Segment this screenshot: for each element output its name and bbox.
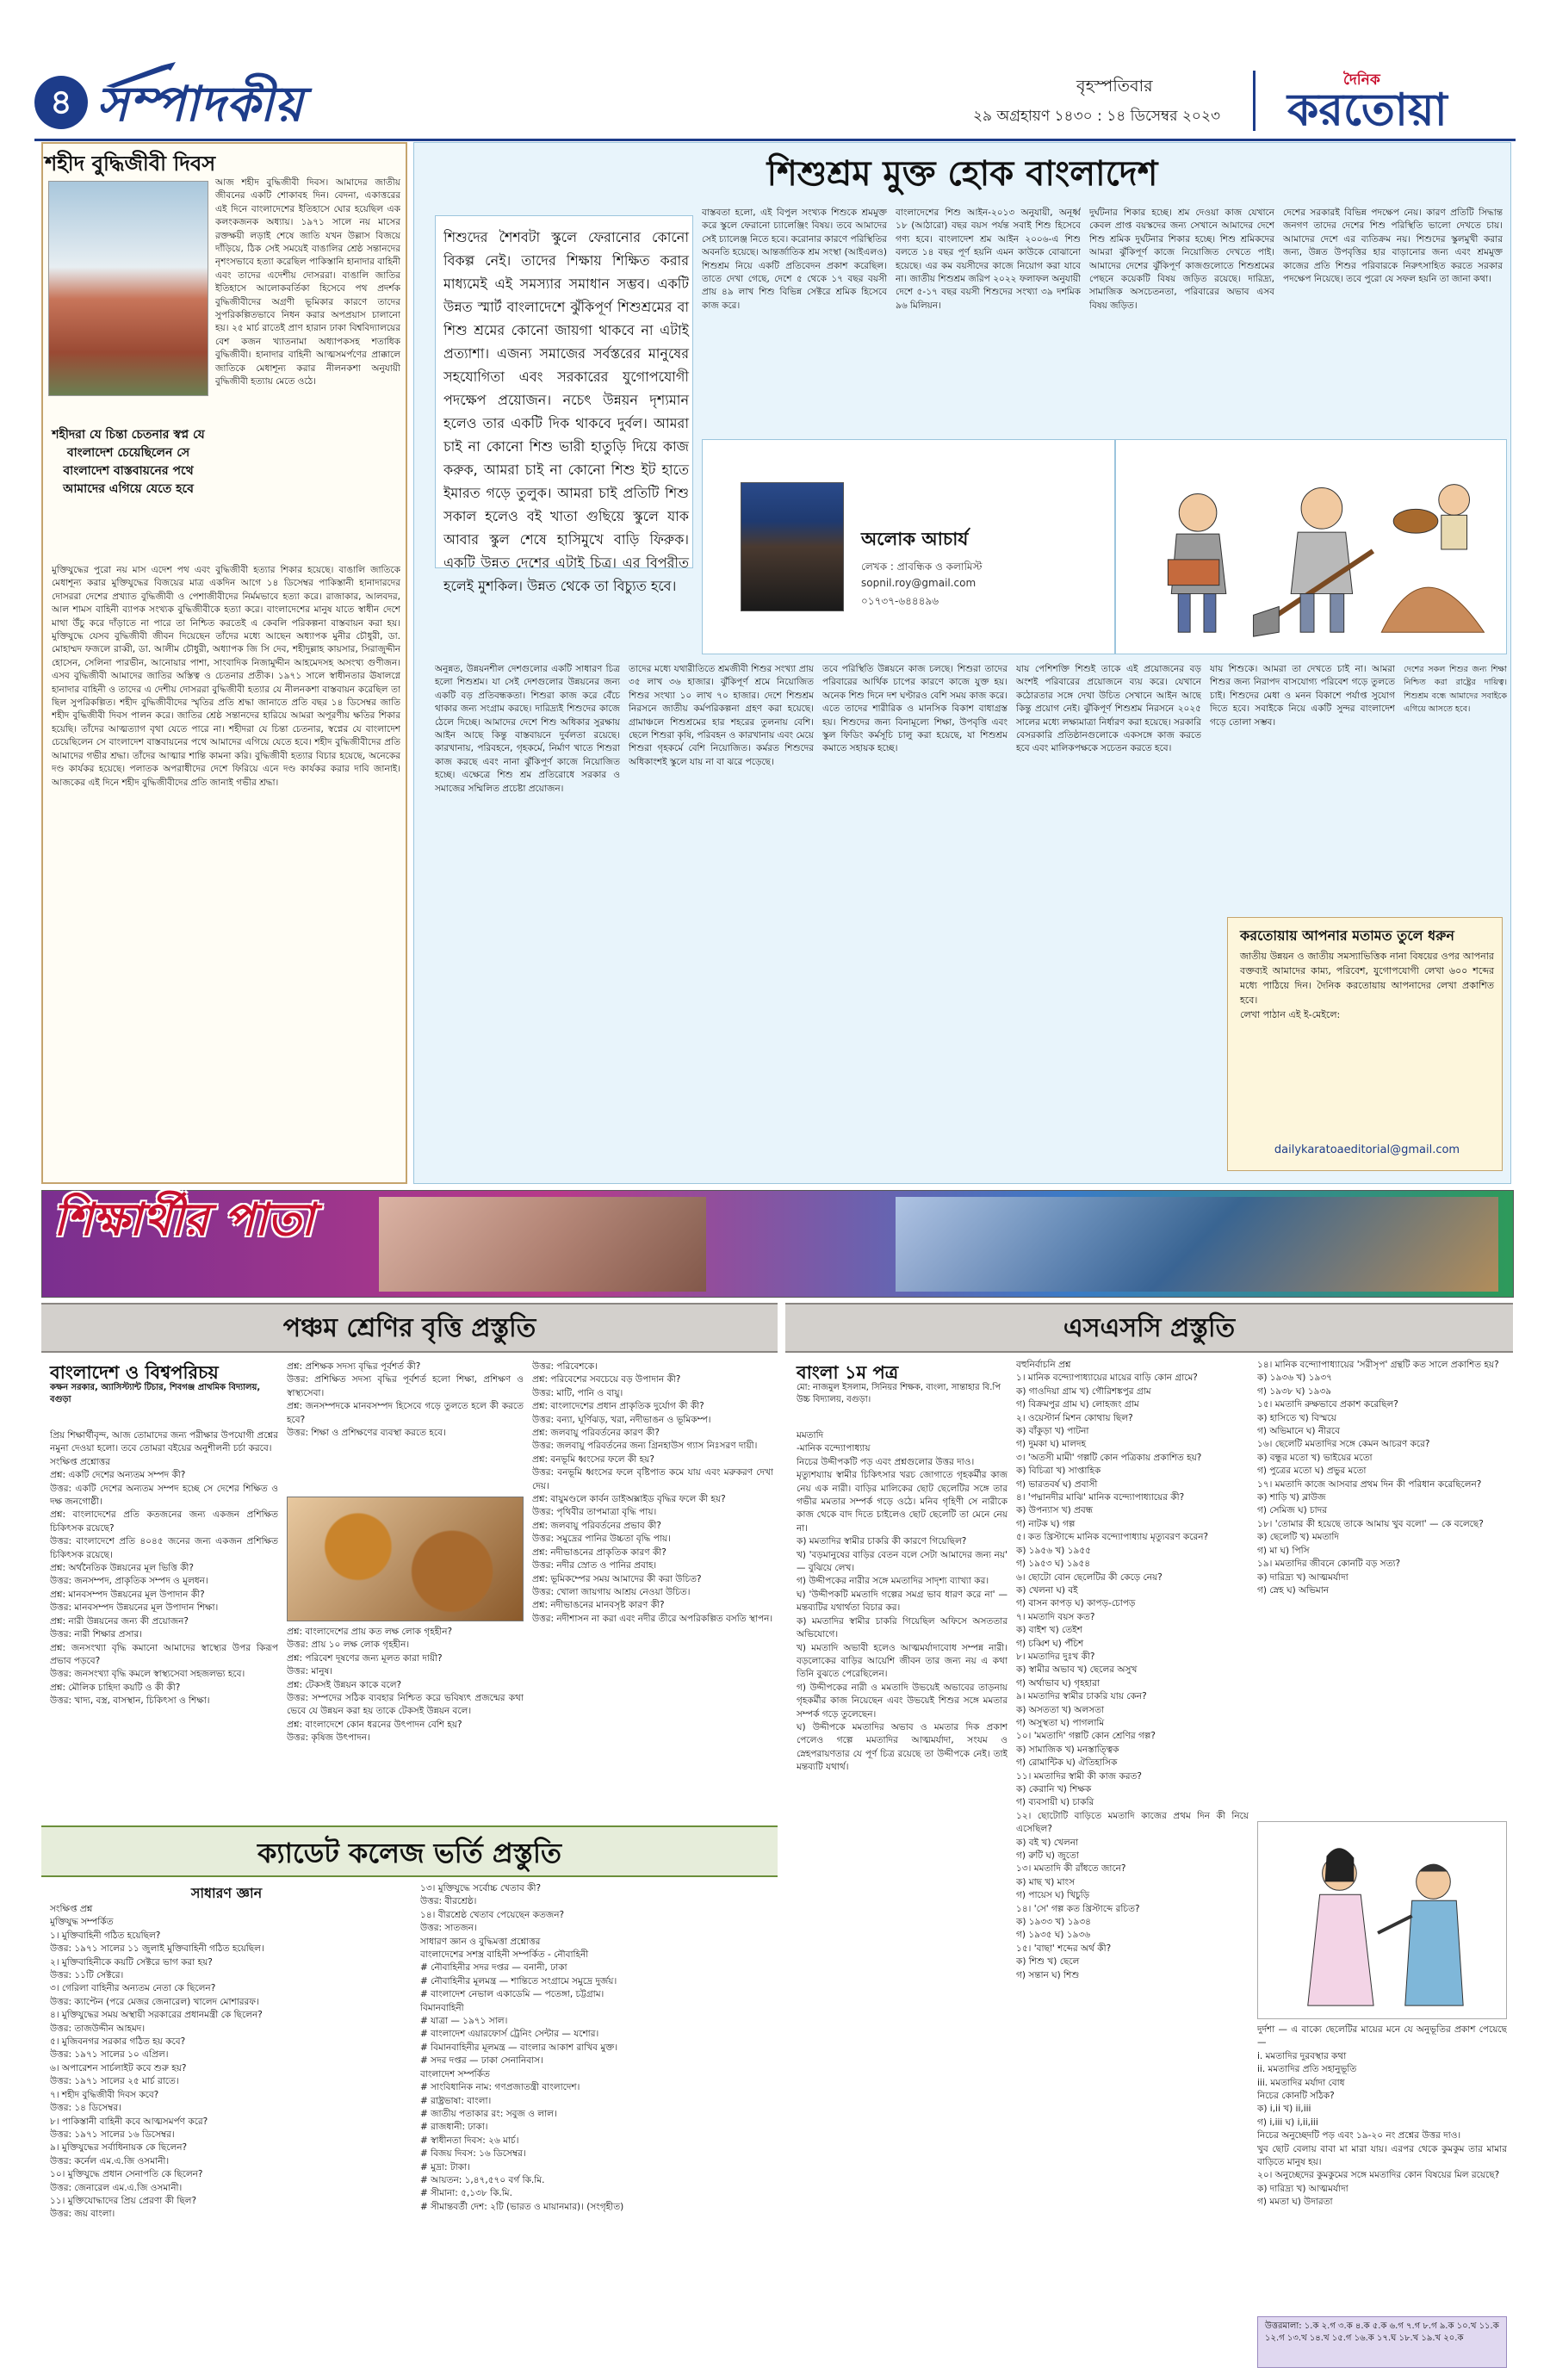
author-email[interactable]: sopnil.roy@gmail.com (861, 577, 976, 589)
dateline-day: বৃহস্পতিবার (1076, 77, 1153, 96)
student-page-title: শিক্ষার্থীর পাতা (53, 1194, 314, 1246)
ssc-title: এসএসসি প্রস্তুতি (1063, 1313, 1236, 1343)
ssc-column-3b: দুর্দশা — এ বাক্যে ছেলেটির মায়ের মনে যে অনুভূতির প্রকাশ পেয়েছে — i. মমতাদির দুরবস্থার কথা ii. মমতাদির প্রতি সহানুভূতি iii. মমতাদির মর্যাদা বোধ নিচের কোনটি সঠিক? ক) i,ii খ) ii,iii গ) i,iii ঘ) i,ii,iii নিচের অনুচ্ছেদটি পড় এবং ১৯-২০ নং প্রশ্নের উত্তর দাও। খুব ছোট বেলায় বাবা মা মারা যায়। এরপর থেকে কুমকুম তার মামার বাড়িতে মানুষ হয়। ২০। অনুচ্ছেদের কুমকুমের সঙ্গে মমতাদির কোন বিষয়ের মিল রয়েছে? ক) দারিদ্র্য খ) আত্মমর্যাদা গ) মমতা ঘ) উদারতা (1257, 2024, 1507, 2208)
opinion-heading: করতোয়ায় আপনার মতামত তুলে ধরুন (1240, 927, 1454, 944)
martyr-column-1: আজ শহীদ বুদ্ধিজীবী দিবস। আমাদের জাতীয় জীবনের একটি শোকাবহ দিন। বেদনা, একাত্তরের এই দিনে বাংলাদেশের ইতিহাসে ঘোর হয়েছিল এক কলংকজনক অধ্যায়। ১৯৭১ সালে নয় মাসের রক্তক্ষয়ী লড়াই শেষে জাতি যখন উল্লাস বিজয়ে দাঁড়িয়ে, ঠিক সেই সময়েই বাঙালির শ্রেষ্ঠ সন্তানদের নৃশংসভাবে হত্যা করেছিল পাকিস্তানি হানাদার বাহিনী এবং তাদের এদেশীয় দোসররা। বাঙালি জাতির ইতিহাসে আলোকবর্তিকা হিসেবে পথ প্রদর্শক বুদ্ধিজীবীদের অগ্রণী ভূমিকার কারণে তাদের সুপরিকল্পিতভাবে নিধন করার অপপ্রয়াস চালানো হয়। ২৫ মার্চ রাতেই প্রাণ হারান ঢাকা বিশ্ববিদ্যালয়ের বেশ কজন খ্যাতনামা অধ্যাপকসহ শতাধিক বুদ্ধিজীবী। হানাদার বাহিনী আত্মসমর্পণের প্রাক্কালে জাতিকে মেধাশূন্য করার নীলনকশা অনুযায়ী বুদ্ধিজীবী হত্যায় মেতে ওঠে। (215, 177, 400, 387)
ssc-column-1: মমতাদি -মানিক বন্দ্যোপাধ্যায় নিচের উদ্দীপকটি পড় এবং প্রশ্নগুলোর উত্তর দাও। মৃত্যুশয্যায় স্বামীর চিকিৎসার খরচ জোগাতে গৃহকর্মীর কাজ নেয় এক নারী। বাড়ির মালিকের ছোট ছেলেটির সঙ্গে তার গভীর মমতার সম্পর্ক গড়ে ওঠে। মনিব গৃহিণী সে নারীকে কাজ থেকে বাদ দিতে চাইলেও ছোট ছেলেটি তা মেনে নেয় না। ক) মমতাদির স্বামীর চাকরি কী কারণে গিয়েছিল? খ) 'বড়মানুষের বাড়ির বেতন বলে সেটা আমাদের জন্য নয়' — বুঝিয়ে লেখ। গ) উদ্দীপকের নারীর সঙ্গে মমতাদির সাদৃশ্য ব্যাখ্যা কর। ঘ) 'উদ্দীপকটি মমতাদি গল্পের সমগ্র ভাব ধারণ করে না' — মন্তব্যটির যথার্থতা বিচার কর। ক) মমতাদির স্বামীর চাকরি গিয়েছিল অফিসে অসততার অভিযোগে। খ) মমতাদি অভাবী হলেও আত্মমর্যাদাবোধ সম্পন্ন নারী। বড়লোকের বাড়ির আয়েশি জীবন তার জন্য নয় এ কথা তিনি বুঝতে পেরেছিলেন। গ) উদ্দীপকের নারী ও মমতাদি উভয়েই অভাবের তাড়নায় গৃহকর্মীর কাজ নিয়েছেন এবং উভয়েই শিশুর সঙ্গে মমতার সম্পর্ক গড়ে তুলেছেন। ঘ) উদ্দীপকে মমতাদির অভাব ও মমতার দিক প্রকাশ পেলেও গল্পে মমতাদির আত্মমর্যাদা, সংযম ও স্নেহপরায়ণতার যে পূর্ণ চিত্র রয়েছে তা উদ্দীপকে নেই। তাই মন্তব্যটি যথার্থ। (797, 1430, 1008, 1773)
dateline-date: ২৯ অগ্রহায়ণ ১৪৩০ : ১৪ ডিসেম্বর ২০২৩ (973, 108, 1221, 125)
grade5-column-1: প্রিয় শিক্ষার্থীবৃন্দ, আজ তোমাদের জন্য পরীক্ষার উপযোগী প্রশ্নের নমুনা দেওয়া হলো। তবে তোমরা বইয়ের অনুশীলনী চর্চা করবে। সংক্ষিপ্ত প্রশ্নোত্তর প্রশ্ন: একটি দেশের অন্যতম সম্পদ কী? উত্তর: একটি দেশের অন্যতম সম্পদ হচ্ছে সে দেশের শিক্ষিত ও দক্ষ জনগোষ্ঠী। প্রশ্ন: বাংলাদেশের প্রতি কতজনের জন্য একজন প্রশিক্ষিত চিকিৎসক রয়েছে? উত্তর: বাংলাদেশে প্রতি ৪০৪৫ জনের জন্য একজন প্রশিক্ষিত চিকিৎসক রয়েছে। প্রশ্ন: অর্থনৈতিক উন্নয়নের মূল ভিত্তি কী? উত্তর: জনসম্পদ, প্রাকৃতিক সম্পদ ও মূলধন। প্রশ্ন: মানবসম্পদ উন্নয়নের মূল উপাদান কী? উত্তর: মানবসম্পদ উন্নয়নের মূল উপাদান শিক্ষা। প্রশ্ন: নারী উন্নয়নের জন্য কী প্রয়োজন? উত্তর: নারী শিক্ষার প্রসার। প্রশ্ন: জনসংখ্যা বৃদ্ধি কমানো আমাদের স্বাস্থ্যের উপর কিরূপ প্রভাব পড়বে? উত্তর: জনসংখ্যা বৃদ্ধি কমলে স্বাস্থ্যসেবা সহজলভ্য হবে। প্রশ্ন: মৌলিক চাহিদা কয়টি ও কী কী? উত্তর: খাদ্য, বস্ত্র, বাসস্থান, চিকিৎসা ও শিক্ষা। (50, 1430, 278, 1707)
martyr-column-2: মুক্তিযুদ্ধের পুরো নয় মাস এদেশ পথ এবং বুদ্ধিজীবী হত্যার শিকার হয়েছে। বাঙালি জাতিকে মেধাশূন্য করার মুক্তিযুদ্ধের বিজয়ের মাত্র একদিন আগে ১৪ ডিসেম্বর পাকিস্তানী হানাদারদের দোসররা দেশের প্রখ্যাত বুদ্ধিজীবী ও পেশাজীবীদের নির্মমভাবে হত্যা করে। রাজাকার, আলবদর, আল শামস বাহিনী ব্যাপক সংখ্যক বুদ্ধিজীবীকে হত্যা করে। বাংলাদেশের মানুষ যাতে স্বাধীন দেশে মাথা উঁচু করে দাঁড়াতে না পারে তা নিশ্চিত করতেই এ কেবলি পরিকল্পনা বাস্তবায়ন করা হয়। মুক্তিযুদ্ধে যেসব বুদ্ধিজীবী জীবন দিয়েছেন তাঁদের মধ্যে আছেন অধ্যাপক মুনীর চৌধুরী, ডা. মোহাম্মদ ফজলে রাব্বী, ডা. আলীম চৌধুরী, অধ্যাপক জি সি দেব, শহীদুল্লাহ কায়সার, সিরাজুদ্দীন হোসেন, সেলিনা পারভীন, আনোয়ার পাশা, সাংবাদিক নিজামুদ্দীন আহমেদসহ অসংখ্য গুণীজন। এসব বুদ্ধিজীবী আমাদের জাতির অস্তিত্ব ও চেতনার প্রতীক। ১৯৭১ সালে স্বাধীনতার ঊষালগ্নে হানাদার বাহিনী ও তাদের এ দেশীয় দোসররা বুদ্ধিজীবী হত্যার যে নীলনকশা বাস্তবায়ন করেছিল তা ছিল সুপরিকল্পিত। শহীদ বুদ্ধিজীবীদের স্মৃতির প্রতি শ্রদ্ধা জানাতে প্রতি বছর ১৪ ডিসেম্বর জাতি শহীদ বুদ্ধিজীবী দিবস পালন করে। জাতির শ্রেষ্ঠ সন্তানদের হারিয়ে আমরা অপূরণীয় ক্ষতির শিকার হয়েছি। তাঁদের আত্মত্যাগ বৃথা যেতে পারে না। শহীদরা যে চিন্তা চেতনার, স্বপ্নের যে বাংলাদেশ চেয়েছিলেন সে বাংলাদেশ বাস্তবায়নের পথে আমাদের এগিয়ে যেতে হবে। শহীদ বুদ্ধিজীবীদের প্রতি আমাদের গভীর শ্রদ্ধা। তাঁদের আত্মার শান্তি কামনা করি। বুদ্ধিজীবী হত্যার বিচার হয়েছে, অনেকের দণ্ড কার্যকর হয়েছে। পলাতক অপরাধীদের দেশে ফিরিয়ে এনে দণ্ড কার্যকর করার দাবি জানাই। আজকের এই দিনে শহীদ বুদ্ধিজীবীদের প্রতি জানাই গভীর শ্রদ্ধা। (52, 565, 400, 788)
memorial-image (48, 181, 208, 396)
ssc-column-2: বহুনির্বাচনি প্রশ্ন ১। মানিক বন্দ্যোপাধ্যায়ের মায়ের বাড়ি কোন গ্রামে? ক) গাওদিয়া গ্রাম খ) গৌরিশঙ্কপুর গ্রাম গ) বিক্রমপুর গ্রাম ঘ) লোহজং গ্রাম ২। ওয়েস্টার্ন মিশন কোথায় ছিল? ক) বাঁকুড়া খ) পাটনা গ) দুমকা ঘ) মালদহ ৩। 'অতসী মামী' গল্পটি কোন পত্রিকায় প্রকাশিত হয়? ক) বিচিত্রা খ) সাপ্তাহিক গ) ভারতবর্ষ ঘ) প্রবাসী ৪। 'পদ্মানদীর মাঝি' মানিক বন্দ্যোপাধ্যায়ের কী? ক) উপন্যাস খ) প্রবন্ধ গ) নাটক ঘ) গল্প ৫। কত খ্রিস্টাব্দে মানিক বন্দ্যোপাধ্যায় মৃত্যুবরণ করেন? ক) ১৯৫৬ খ) ১৯৫৫ গ) ১৯৫৩ ঘ) ১৯৫৪ ৬। ছোটো বোন ছেলেটির কী কেড়ে নেয়? ক) খেলনা ঘ) বই গ) বাসন কাপড় ঘ) কাপড়-চোপড় ৭। মমতাদি বয়স কত? ক) বাইশ খ) তেইশ গ) চব্বিশ ঘ) পঁচিশ ৮। মমতাদির দুঃখ কী? ক) স্বামীর অভাব খ) ছেলের অসুখ গ) অর্থাভাব ঘ) গৃহহারা ৯। মমতাদির স্বামীর চাকরি যায় কেন? ক) অসততা খ) অলসতা গ) অসুস্থতা ঘ) পাগলামি ১০। 'মমতাদি' গল্পটি কোন শ্রেণির গল্প? ক) সামাজিক খ) মনস্তাত্ত্বিক গ) রোমান্টিক ঘ) ঐতিহাসিক ১১। মমতাদির স্বামী কী কাজ করত? ক) কেরানি খ) শিক্ষক গ) ব্যবসায়ী ঘ) চাকরি ১২। ছোটোটি বাড়িতে মমতাদি কাজের প্রথম দিন কী নিয়ে এসেছিল? ক) বই খ) খেলনা গ) রুটি ঘ) জুতো ১৩। মমতাদি কী রাঁধতে জানে? ক) মাছ খ) মাংস গ) পায়েস ঘ) খিচুড়ি ১৪। 'সে' গল্প কত খ্রিস্টাব্দে রচিত? ক) ১৯৩৩ খ) ১৯৩৪ গ) ১৯৩৫ ঘ) ১৯৩৬ ১৫। 'বাছা' শব্দের অর্থ কী? ক) শিশু খ) ছেলে গ) সন্তান ঘ) শিশু (1016, 1360, 1249, 1980)
cadet-column-2: ১৩। মুক্তিযুদ্ধে সর্বোচ্চ খেতাব কী? উত্তর: বীরশ্রেষ্ঠ। ১৪। বীরশ্রেষ্ঠ খেতাব পেয়েছেন কতজন? উত্তর: সাতজন। সাধারণ জ্ঞান ও বুদ্ধিমত্তা প্রশ্নোত্তর বাংলাদেশের সশস্ত্র বাহিনী সম্পর্কিত - নৌবাহিনী # নৌবাহিনীর সদর দপ্তর — বনানী, ঢাকা # নৌবাহিনীর মূলমন্ত্র — শান্তিতে সংগ্রামে সমুদ্রে দুর্জয়। # বাংলাদেশ নেভাল একাডেমি — পতেঙ্গা, চট্টগ্রাম। বিমানবাহিনী # যাত্রা — ১৯৭১ সাল। # বাংলাদেশ এয়ারফোর্স ট্রেনিং সেন্টার — যশোর। # বিমানবাহিনীর মূলমন্ত্র — বাংলার আকাশ রাখিব মুক্ত। # সদর দপ্তর — ঢাকা সেনানিবাস। বাংলাদেশ সম্পর্কিত # সাংবিধানিক নাম: গণপ্রজাতন্ত্রী বাংলাদেশ। # রাষ্ট্রভাষা: বাংলা। # জাতীয় পতাকার রং: সবুজ ও লাল। # রাজধানী: ঢাকা। # স্বাধীনতা দিবস: ২৬ মার্চ। # বিজয় দিবস: ১৬ ডিসেম্বর। # মুদ্রা: টাকা। # আয়তন: ১,৪৭,৫৭০ বর্গ কি.মি. # সীমানা: ৫,১৩৮ কি.মি. # সীমান্তবর্তী দেশ: ২টি (ভারত ও মায়ানমার)। (সংগৃহীত) (420, 1883, 624, 2212)
pull-quote: শহীদরা যে চিন্তা চেতনার স্বপ্ন যে বাংলাদেশ চেয়েছিলেন সে বাংলাদেশ বাস্তবায়নের পথে আমাদের এগিয়ে যেতে হবে (52, 428, 205, 496)
martyr-heading: শহীদ বুদ্ধিজীবী দিবস (45, 152, 216, 176)
article-column-1: বাস্তবতা হলো, এই বিপুল সংখ্যক শিশুকে শ্রমমুক্ত করে স্কুলে ফেরানো চ্যালেঞ্জিং বিষয়। তবে আমাদের সেই চ্যালেঞ্জ নিতে হবে। করোনার কারণে পরিস্থিতির অবনতি হয়েছে। আন্তর্জাতিক শ্রম সংস্থা (আইএলও) শিশুশ্রম নিয়ে একটি প্রতিবেদন প্রকাশ করেছিল। তাতে দেখা গেছে, দেশে ৫ থেকে ১৭ বছর বয়সী প্রায় ৪৯ লাখ শিশু বিভিন্ন সেক্টরে শ্রমিক হিসেবে কাজ করে। (702, 208, 887, 311)
article-column-8: যায় পেশিশক্তি শিশুই তাকে এই প্রয়োজনের বড় অংশই পরিবারের প্রয়োজনে ব্যয় করে। যেখানে কঠোরতার সঙ্গে দেখা উচিত সেখানে আইন আছে কিন্তু প্রয়োগ নেই। ঝুঁকিপূর্ণ শিশুশ্রম নিরসনে ২০২৫ সালের মধ্যে লক্ষ্যমাত্রা নির্ধারণ করা হয়েছে। সরকারি বেসরকারি প্রতিষ্ঠানগুলোকে একসঙ্গে কাজ করতে হবে এবং মালিকপক্ষকে সচেতন করতে হবে। (1016, 664, 1201, 754)
article-column-9: যায় শিশুকে। আমরা তা দেখতে চাই না। আমরা শিশুর জন্য নিরাপদ বাসযোগ্য পরিবেশ গড়ে তুলতে চাই। শিশুদের মেধা ও মনন বিকাশে পর্যাপ্ত সুযোগ দিতে হবে। সবাইকে নিয়ে একটি সুন্দর বাংলাদেশ গড়ে তোলা সম্ভব। (1210, 664, 1395, 728)
author-role: লেখক : প্রাবন্ধিক ও কলামিস্ট (861, 561, 983, 573)
author-phone: ০১৭৩৭-৬৪৪৪৯৬ (861, 595, 939, 607)
grade5-subject: বাংলাদেশ ও বিশ্বপরিচয় (50, 1362, 219, 1383)
cadet-column-1: সংক্ষিপ্ত প্রশ্ন মুক্তিযুদ্ধ সম্পর্কিত ১। মুক্তিবাহিনী গঠিত হয়েছিল? উত্তর: ১৯৭১ সালের ১১ জুলাই মুক্তিবাহিনী গঠিত হয়েছিল। ২। মুক্তিবাহিনীকে কয়টি সেক্টরে ভাগ করা হয়? উত্তর: ১১টি সেক্টরে। ৩। গেরিলা বাহিনীর অন্যতম নেতা কে ছিলেন? উত্তর: ক্যাপ্টেন (পরে মেজর জেনারেল) খালেদ মোশাররফ। ৪। মুক্তিযুদ্ধের সময় অস্থায়ী সরকারের প্রধানমন্ত্রী কে ছিলেন? উত্তর: তাজউদ্দীন আহমদ। ৫। মুজিবনগর সরকার গঠিত হয় কবে? উত্তর: ১৯৭১ সালের ১০ এপ্রিল। ৬। অপারেশন সার্চলাইট কবে শুরু হয়? উত্তর: ১৯৭১ সালের ২৫ মার্চ রাতে। ৭। শহীদ বুদ্ধিজীবী দিবস কবে? উত্তর: ১৪ ডিসেম্বর। ৮। পাকিস্তানী বাহিনী কবে আত্মসমর্পণ করে? উত্তর: ১৯৭১ সালের ১৬ ডিসেম্বর। ৯। মুক্তিযুদ্ধের সর্বাধিনায়ক কে ছিলেন? উত্তর: কর্নেল এম.এ.জি ওসমানী। ১০। মুক্তিযুদ্ধে প্রধান সেনাপতি কে ছিলেন? উত্তর: জেনারেল এম.এ.জি ওসমানী। ১১। মুক্তিযোদ্ধাদের প্রিয় প্রেরণা কী ছিল? উত্তর: জয় বাংলা। (50, 1904, 264, 2220)
student-photo-left (379, 1197, 706, 1292)
ssc-byline: মো: নাজমুল ইসলাম, সিনিয়র শিক্ষক, বাংলা, সান্তাহার বি.পি উচ্চ বিদ্যালয়, বগুড়া। (797, 1383, 1001, 1404)
article-column-7: তবে পরিস্থিতি উন্নয়নে কাজ চলছে। শিশুরা তাদের পরিবারের আর্থিক চাপের কারণে কাজে যুক্ত হয়। অনেক শিশু দিনে দশ ঘণ্টারও বেশি সময় কাজ করে। এতে তাদের শারীরিক ও মানসিক বিকাশ বাধাগ্রস্ত হয়। শিশুদের জন্য বিনামূল্যে শিক্ষা, উপবৃত্তি এবং স্কুল ফিডিং কর্মসূচি চালু করা হয়েছে, যা শিশুশ্রম কমাতে সহায়ক হচ্ছে। (822, 664, 1008, 754)
ssc-column-3: ১৪। মানিক বন্দ্যোপাধ্যায়ের 'সরীসৃপ' গ্রন্থটি কত সালে প্রকাশিত হয়? ক) ১৯৩৬ খ) ১৯৩৭ গ) ১৯৩৮ ঘ) ১৯৩৯ ১৫। মমতাদি রুক্ষভাবে প্রকাশ করেছিল? ক) হাসিতে খ) বিস্ময়ে গ) অভিমানে ঘ) নীরবে ১৬। ছেলেটি মমতাদির সঙ্গে কেমন আচরণ করে? ক) বন্ধুর মতো খ) ভাইয়ের মতো গ) পুত্রের মতো ঘ) প্রভুর মতো ১৭। মমতাদি কাজে আসবার প্রথম দিন কী পরিধান করেছিলেন? ক) শাড়ি খ) ব্লাউজ গ) সেমিজ ঘ) চাদর ১৮। 'তোমার কী হয়েছে তাকে আমায় খুব বলো' — কে বলেছে? ক) ছেলেটি খ) মমতাদি গ) মা ঘ) পিসি ১৯। মমতাদির জীবনে কোনটি বড় সত্য? ক) দারিদ্র্য খ) আত্মমর্যাদা গ) স্নেহ ঘ) অভিমান (1257, 1360, 1499, 1596)
cadet-subject: সাধারণ জ্ঞান (190, 1885, 263, 1901)
grade5-column-3: উত্তর: পরিবেশকে। প্রশ্ন: পরিবেশের সবচেয়ে বড় উপাদান কী? উত্তর: মাটি, পানি ও বায়ু। প্রশ্ন: বাংলাদেশের প্রধান প্রাকৃতিক দুর্যোগ কী কী? উত্তর: বন্যা, ঘূর্ণিঝড়, খরা, নদীভাঙন ও ভূমিকম্প। প্রশ্ন: জলবায়ু পরিবর্তনের কারণ কী? উত্তর: জলবায়ু পরিবর্তনের জন্য গ্রিনহাউস গ্যাস নিঃসরণ দায়ী। প্রশ্ন: বনভূমি ধ্বংসের ফলে কী হয়? উত্তর: বনভূমি ধ্বংসের ফলে বৃষ্টিপাত কমে যায় এবং মরুকরণ দেখা দেয়। প্রশ্ন: বায়ুমণ্ডলে কার্বন ডাইঅক্সাইড বৃদ্ধির ফলে কী হয়? উত্তর: পৃথিবীর তাপমাত্রা বৃদ্ধি পায়। প্রশ্ন: জলবায়ু পরিবর্তনের প্রভাব কী? উত্তর: সমুদ্রের পানির উচ্চতা বৃদ্ধি পায়। প্রশ্ন: নদীভাঙনের প্রাকৃতিক কারণ কী? উত্তর: নদীর স্রোত ও পানির প্রবাহ। প্রশ্ন: ভূমিকম্পের সময় আমাদের কী করা উচিত? উত্তর: খোলা জায়গায় আশ্রয় নেওয়া উচিত। প্রশ্ন: নদীভাঙনের মানবসৃষ্ট কারণ কী? উত্তর: নদীশাসন না করা এবং নদীর তীরে অপরিকল্পিত বসতি স্থাপন। (532, 1361, 773, 1624)
article-column-4: দেশের সরকারই বিভিন্ন পদক্ষেপ নেয়। কারণ প্রতিটি সিদ্ধান্ত জনগণ তাদের দেশের শিশু পরিস্থিতি ভালো দেখতে চায়। আমাদের দেশে এর ব্যতিক্রম নয়। শিশুদের স্কুলমুখী করার জন্য, উন্নত উপবৃত্তির হার বাড়ানোর জন্য এবং শ্রমমুক্ত কাজের প্রতি শিশুর পরিবারকে নিরুৎসাহিত করতে সরকার পদক্ষেপ নিয়েছে। তবে পুরো যে সফল হয়নি তা জানা কথা। (1283, 208, 1503, 285)
article-column-6: তাদের মধ্যে যথারীতিতে শ্রমজীবী শিশুর সংখ্যা প্রায় ৩৫ লাখ ৩৬ হাজার। ঝুঁকিপূর্ণ শ্রমে নিয়োজিত শিশুর সংখ্যা ১০ লাখ ৭০ হাজার। দেশে শিশুশ্রম নিরসনে জাতীয় কর্মপরিকল্পনা গ্রহণ করা হয়েছে। গ্রামাঞ্চলে শিশুশ্রমের হার শহরের তুলনায় বেশি। ছেলে শিশুরা কৃষি, পরিবহন ও কারখানায় এবং মেয়ে শিশুরা গৃহকর্মে বেশি নিয়োজিত। কর্মরত শিশুদের অধিকাংশই স্কুলে যায় না বা ঝরে পড়েছে। (629, 664, 814, 767)
article-column-10: দেশের সকল শিশুর জন্য শিক্ষা নিশ্চিত করা রাষ্ট্রের দায়িত্ব। শিশুশ্রম বন্ধে আমাদের সবাইকে এগিয়ে আসতে হবে। (1404, 665, 1507, 715)
page-number: ৪ (34, 76, 88, 129)
grade5-column-2b: প্রশ্ন: বাংলাদেশের প্রায় কত লক্ষ লোক গৃহহীন? উত্তর: প্রায় ১০ লক্ষ লোক গৃহহীন। প্রশ্ন: পরিবেশ দূষণের জন্য মূলত কারা দায়ী? উত্তর: মানুষ। প্রশ্ন: টেকসই উন্নয়ন কাকে বলে? উত্তর: সম্পদের সঠিক ব্যবহার নিশ্চিত করে ভবিষ্যৎ প্রজন্মের কথা ভেবে যে উন্নয়ন করা হয় তাকে টেকসই উন্নয়ন বলে। প্রশ্ন: বাংলাদেশে কোন ধরনের উৎপাদন বেশি হয়? উত্তর: কৃষিজ উৎপাদন। (287, 1627, 524, 1744)
lead-text: শিশুদের শৈশবটা স্কুলে ফেরানোর কোনো বিকল্প নেই। তাদের শিক্ষায় শিক্ষিত করার মাধ্যমেই এই সমস্যার সমাধান সম্ভব। একটি উন্নত স্মার্ট বাংলাদেশে ঝুঁকিপূর্ণ শিশুশ্রমের বা শিশু শ্রমের কোনো জায়গা থাকবে না এটাই প্রত্যাশা। এজন্য সমাজের সর্বস্তরের মানুষের সহযোগিতা এবং সরকারের যুগোপযোগী পদক্ষেপ প্রয়োজন। নচেৎ উন্নয়ন দৃশ্যমান হলেও তার একটি দিক থাকবে দুর্বল। আমরা চাই না কোনো শিশু ভারী হাতুড়ি দিয়ে কাজ করুক, আমরা চাই না কোনো শিশু ইট হাতে ইমারত গড়ে তুলুক। আমরা চাই প্রতিটি শিশু সকাল হলেও বই খাতা গুছিয়ে স্কুলে যাক আবার স্কুল শেষে হাসিমুখে বাড়ি ফিরুক। একটি উন্নত দেশের এটাই চিত্র। এর বিপরীত হলেই মুশকিল। উন্নত থেকে তা বিচ্যুত হবে। (443, 229, 689, 594)
ssc-subject: বাংলা ১ম পত্র (797, 1362, 899, 1383)
opinion-email[interactable]: dailykaratoaeditorial@gmail.com (1274, 1144, 1460, 1156)
grade5-title: পঞ্চম শ্রেণির বৃত্তি প্রস্তুতি (282, 1313, 536, 1343)
newspaper-logo-small: দৈনিক (1343, 71, 1380, 89)
child-labor-illustration (1115, 439, 1507, 654)
newspaper-logo: করতোয়া (1287, 84, 1448, 136)
story-illustration (1257, 1821, 1507, 2019)
answer-key: উত্তরমালা: ১.ক ২.গ ৩.ক ৪.ক ৫.ক ৬.গ ৭.গ ৮.গ ৯.ক ১০.খ ১১.ক ১২.গ ১৩.খ ১৪.খ ১৫.গ ১৬.ক ১৭.ঘ ১৮.খ ১৯.খ ২০.ক (1257, 2316, 1507, 2368)
article-column-2: বাংলাদেশের শিশু আইন-২০১৩ অনুযায়ী, অনূর্ধ্ব ১৮ (আঠারো) বছর বয়স পর্যন্ত সবাই শিশু হিসেবে গণ্য হবে। বাংলাদেশ শ্রম আইন ২০০৬-এ শিশু বলতে ১৪ বছর পূর্ণ হয়নি এমন কাউকে বোঝানো হয়েছে। এর কম বয়সীদের কাজে নিয়োগ করা যাবে না। জাতীয় শিশুশ্রম জরিপ ২০২২ ফলাফল অনুযায়ী দেশে ৫-১৭ বছর বয়সী শিশুদের সংখ্যা ৩৯ দশমিক ৯৬ মিলিয়ন। (896, 208, 1081, 311)
section-title: সম্পাদকীয় (96, 77, 304, 133)
opinion-text (1240, 949, 1494, 1022)
opinion-body: জাতীয় উন্নয়ন ও জাতীয় সমস্যাভিত্তিক নানা বিষয়ের ওপর আপনার বক্তব্যই আমাদের কাম্য, পরিবেশ, যুগোপযোগী লেখা ৬০০ শব্দের মধ্যে পাঠিয়ে দিন। দৈনিক করতোয়ায় আপনাদের লেখা প্রকাশিত হবে। (1240, 951, 1494, 1006)
main-article-title: শিশুশ্রম মুক্ত হোক বাংলাদেশ (766, 154, 1158, 194)
crafts-image (287, 1497, 524, 1621)
grade5-column-2: প্রশ্ন: প্রশিক্ষক সদস্য বৃদ্ধির পূর্বশর্ত কী? উত্তর: প্রশিক্ষিত সদস্য বৃদ্ধির পূর্বশর্ত হলো শিক্ষা, প্রশিক্ষণ ও স্বাস্থ্যসেবা। প্রশ্ন: জনসম্পদকে মানবসম্পদ হিসেবে গড়ে তুলতে হলে কী করতে হবে? উত্তর: শিক্ষা ও প্রশিক্ষণের ব্যবস্থা করতে হবে। (287, 1361, 524, 1439)
author-photo (741, 482, 844, 611)
cadet-title: ক্যাডেট কলেজ ভর্তি প্রস্তুতি (257, 1837, 561, 1869)
article-column-3: দুর্ঘটনার শিকার হচ্ছে। শ্রম দেওয়া কাজ যেখানে কেবল প্রাপ্ত বয়স্কদের জন্য সেখানে আমাদের দেশে শিশু শ্রমিক দুর্ঘটনার শিকার হচ্ছে। শিশু শ্রমিকদের আমরা ঝুঁকিপূর্ণ কাজে নিয়োজিত দেখতে পাই। আমাদের দেশের ঝুঁকিপূর্ণ কাজগুলোতে শিশুশ্রমের পেছনে কয়েকটি বিষয় জড়িত রয়েছে। দারিদ্র্য, সামাজিক অসচেতনতা, পরিবারের অভাব এসব বিষয় জড়িত। (1089, 208, 1274, 311)
grade5-byline: কক্ষন সরকার, অ্যাসিস্ট্যান্ট টিচার, শিবগঞ্জ প্রাথমিক বিদ্যালয়, বগুড়া (50, 1383, 261, 1404)
header-divider (1253, 71, 1256, 131)
student-photo-right (896, 1197, 1498, 1292)
author-name: অলোক আচার্য (861, 529, 969, 549)
opinion-email-label: লেখা পাঠান এই ই-মেইলে: (1240, 1009, 1341, 1020)
article-column-5: অনুন্নত, উন্নয়নশীল দেশগুলোর একটি সাধারণ চিত্র হলো শিশুশ্রম। যা সেই দেশগুলোর উন্নয়নের জন্য একটি বড় প্রতিবন্ধকতা। শিশুরা কাজ করে বেঁচে থাকার জন্য সংগ্রাম করছে। দারিদ্র্যই শিশুদের কাজে ঠেলে দিচ্ছে। আমাদের দেশে শিশু অধিকার সুরক্ষায় আইন আছে কিন্তু বাস্তবায়নে দুর্বলতা রয়েছে। কারখানায়, পরিবহনে, গৃহকর্মে, নির্মাণ খাতে শিশুরা কাজ করছে এবং নানা ঝুঁকিপূর্ণ কাজে নিয়োজিত হচ্ছে। এক্ষেত্রে শিশু শ্রম প্রতিরোধে সরকার ও সমাজের সম্মিলিত প্রচেষ্টা প্রয়োজন। (435, 664, 620, 794)
